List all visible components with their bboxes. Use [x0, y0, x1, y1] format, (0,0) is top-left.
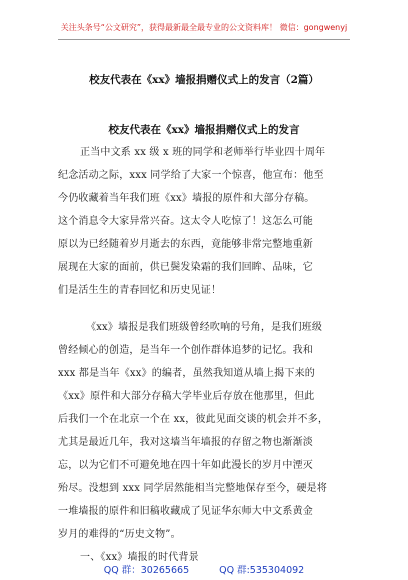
header-banner: 关注头条号“公文研究”，获得最新最全最专业的公文资料库！ 微信：gongwenyj	[60, 23, 348, 32]
paragraph-line: 《xx》原件和大部分存稿大学毕业后存放在他那里，但此	[58, 391, 315, 402]
paragraph-line: 殆尽。没想到 xxx 同学居然能相当完整地保存至今，硬是将	[58, 483, 328, 494]
document-title: 校友代表在《xx》墙报捐赠仪式上的发言（2篇）	[89, 74, 319, 86]
footer-qq-group-2: QQ 群:535304092	[219, 565, 305, 576]
paragraph-line: xxx 都是当年《xx》的编者，虽然我知道从墙上揭下来的	[58, 368, 315, 379]
paragraph-line: 正当中文系 xx 级 x 班的同学和老师举行毕业四十周年	[80, 147, 326, 158]
header-divider	[58, 39, 350, 40]
paragraph-line: 这个消息令大家异常兴奋。这太令人吃惊了！这怎么可能	[58, 216, 313, 227]
paragraph-line: 们是活生生的青春回忆和历史见证！	[58, 285, 222, 296]
paragraph-line: 一堆墙报的原件和旧稿收藏成了见证华东师大中文系黄金	[58, 506, 313, 517]
paragraph-line: 原以为已经随着岁月逝去的东西，竟能够非常完整地重新	[58, 239, 313, 250]
section-heading: 一、《xx》墙报的时代背景	[80, 552, 199, 563]
paragraph-line: 《xx》墙报是我们班级曾经吹响的号角，是我们班级	[86, 322, 323, 333]
paragraph-line: 今仍收藏着当年我们班《xx》墙报的原件和大部分存稿。	[58, 193, 315, 204]
paragraph-line: 尤其是最近几年，我对这墙当年墙报的存留之物也渐渐淡	[58, 437, 313, 448]
speech-title: 校友代表在《xx》墙报捐赠仪式上的发言	[108, 124, 300, 136]
paragraph-line: 后我们一个在北京一个在 xx，彼此见面交谈的机会并不多，	[58, 414, 329, 425]
paragraph-line: 忘，以为它们不可避免地在四十年如此漫长的岁月中湮灭	[58, 460, 313, 471]
footer-qq-groups	[0, 562, 408, 576]
paragraph-line: 展现在大家的面前，供已鬓发染霜的我们回眸、品味，它	[58, 262, 313, 273]
paragraph-line: 曾经倾心的创造，是当年一个创作群体追梦的记忆。我和	[58, 345, 313, 356]
paragraph-line: 纪念活动之际，xxx 同学给了大家一个惊喜，他宣布：他至	[58, 170, 324, 181]
footer-qq-group-1: QQ 群：30265665	[103, 565, 190, 576]
paragraph-line: 岁月的难得的“历史文物”。	[58, 529, 181, 540]
